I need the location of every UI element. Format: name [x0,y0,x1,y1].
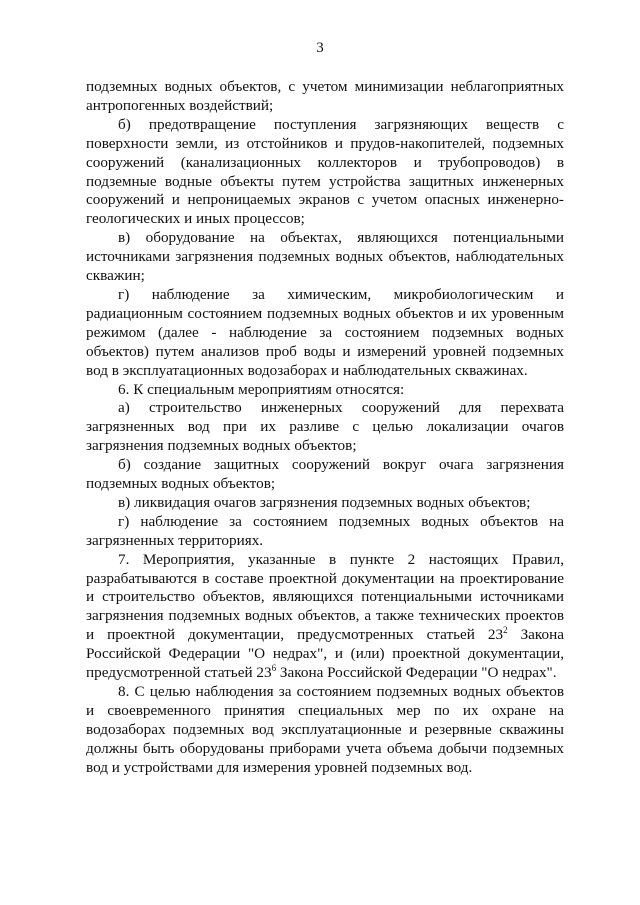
document-body [86,78,564,778]
paragraph-section-6: 6. К специальным мероприятиям относятся: [118,380,405,398]
paragraph-section-6-item-g: г) наблюдение за состоянием подземных водных объектов на загрязненных территориях. [86,512,564,549]
section-7-superscript-1: 2 [503,625,508,636]
paragraph-item-g: г) наблюдение за химическим, микробиологическим и радиационным состоянием подземных водных объектов и их уровенным режимом (далее - наблюдение за состоянием подземных водных объектов) путем анализов проб воды и измерений уровней подземных вод в эксплуатационных водозаборах и наблюдательных скважинах. [86,285,564,379]
section-7-text-part2: Закона Российской Федерации "О недрах", и (или) проектной документации, предусмотренной статьей 23 [86,626,564,682]
paragraph-section-6-item-v: в) ликвидация очагов загрязнения подземных водных объектов; [118,493,531,511]
paragraph-continuation: подземных водных объектов, с учетом минимизации неблагоприятных антропогенных воздействий; [86,78,564,114]
paragraph-section-6-item-a: а) строительство инженерных сооружений для перехвата загрязненных вод при их разливе с целью локализации очагов загрязнения подземных водных объектов; [86,399,564,455]
section-7-text-part1: 7. Мероприятия, указанные в пункте 2 настоящих Правил, разрабатываются в составе проектной документации на проектирование и строительство объектов, являющихся потенциальными источниками загрязнения подземных водных объектов, а также технических проектов и проектной документации, предусмотренных статьей 23 [86,550,564,644]
section-7-superscript-2: 6 [271,663,277,674]
paragraph-item-b: б) предотвращение поступления загрязняющих веществ с поверхности земли, из отстойников и прудов-накопителей, подземных сооружений (канализационных коллекторов и трубопроводов) в подземные водные объекты путем устройства защитных инженерных сооружений и непроницаемых экранов с учетом опасных инженерно-геологических и иных процессов; [86,115,564,228]
paragraph-section-7 [86,551,564,683]
paragraph-section-6-item-b: б) создание защитных сооружений вокруг очага загрязнения подземных водных объектов; [86,456,564,493]
page-number: 3 [316,40,324,56]
paragraph-section-8: 8. С целью наблюдения за состоянием подземных водных объектов и своевременного принятия специальных мер по их охране на водозаборах подземных вод эксплуатационные и резервные скважины должны быть оборудованы приборами учета объема добычи подземных вод и устройствами для измерения уровней подземных вод. [86,683,564,776]
section-7-text-part3: Закона Российской Федерации "О недрах". [276,664,557,682]
paragraph-item-v: в) оборудование на объектах, являющихся потенциальными источниками загрязнения подземных водных объектов, наблюдательных скважин; [86,229,564,285]
